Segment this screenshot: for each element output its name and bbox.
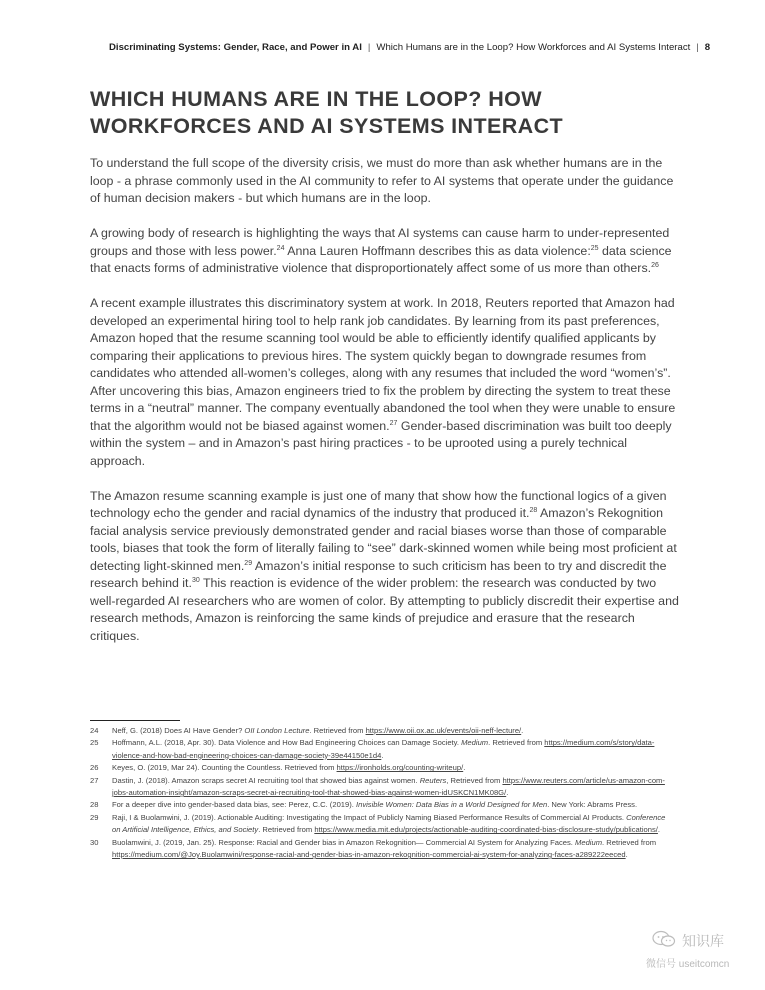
page-number: 8 [704,42,711,53]
footnote-ref[interactable]: 29 [244,559,253,567]
footnote-ref[interactable]: 27 [389,419,398,427]
footnote-link[interactable]: https://www.reuters.com/article/us-amazon-com-jobs-automation-insight/amazon-scraps-secret-ai-recruiting-tool-that-showed-bias-against-women-idUSKCN1MK08G/ [112,775,665,798]
footnote-ref[interactable]: 30 [191,577,200,584]
running-header [109,42,721,53]
header-separator: | [696,42,699,53]
footnote-29: 29 Raji, I & Buolamwini, J. (2019). Actionable Auditing: Investigating the Impact of Publicly Naming Biased Performance Results of Commercial AI Products. Conference on Artificial Intelligence, Ethics, and Society. Retrieved from https://www.media.mit.edu/projects/actionable-auditing-coordinated-bias-disclosure-study/publications/. [90,812,666,835]
header-chapter: Which Humans are in the Loop? How Workforces and AI Systems Interact [376,42,691,53]
watermark-account: 微信号 useitcomcn [646,959,730,970]
footnote-27: 27 Dastin, J. (2018). Amazon scraps secret AI recruiting tool that showed bias against women. Reuters, Retrieved from https://www.reuters.com/article/us-amazon-com-jobs-automation-insight/amazon-scraps-secret-ai-recruiting-tool-that-showed-bias-against-women-idUSKCN1MK08G/. [90,775,665,798]
paragraph: A recent example illustrates this discriminatory system at work. In 2018, Reuters reported that Amazon had developed an experimental hiring tool to help rank job candidates. By learning from its past preferences, Amazon hoped that the resume scanning tool would be able to efficiently identify qualified applicants by comparing their applications to previous hires. The system quickly began to downgrade resumes from candidates who attended all-women’s colleges, along with any resumes that included the word “women’s”. After uncovering this bias, Amazon engineers tried to fix the problem by directing the system to treat these terms in a “neutral” manner. The company eventually abandoned the tool when they were unable to ensure that the algorithm would not be biased against women.$^{27}$ Gender-based discrimination was built too deeply within the system – and in Amazon’s past hiring practices - to be uprooted using a purely technical approach. [90,296,676,468]
header-doc-title: Discriminating Systems: Gender, Race, and Power in AI [109,42,362,53]
footnote-ref[interactable]: 28 [529,507,538,514]
header-separator: | [367,42,371,53]
section-title-line: WHICH HUMANS ARE IN THE LOOP? HOW [90,87,542,111]
footnote-ref[interactable]: 24 [276,244,285,252]
paragraph: A growing body of research is highlighting the ways that AI systems can cause harm to under-represented groups and those with less power.$^{24}$ Anna Lauren Hoffmann describes this as data violence:$^{25}$ data science that enacts forms of administrative violence that disproportionately affect some of us more than others.$^{26}$ [90,226,672,275]
paragraph: The Amazon resume scanning example is just one of many that show how the functional logics of a given technology echo the gender and racial dynamics of the industry that produced it.$^{28}$ Amazon’s Rekognition facial analysis service previously demonstrated gender and racial biases worse than those of comparable tools, biases that took the form of literally failing to “see” dark-skinned women while being most proficient at detecting light-skinned men.$^{29}$ Amazon’s initial response to such criticism has been to try and discredit the research behind it.$^{30}$ This reaction is evidence of the wider problem: the research was conducted by two well-regarded AI researchers who are women of color. By attempting to publicly discredit their expertise and research methods, Amazon is reinforcing the same kinds of prejudice and erasure that the research critiques. [90,488,679,643]
footnote-26: 26 Keyes, O. (2019, Mar 24). Counting the Countless. Retrieved from https://ironholds.org/counting-writeup/. [90,763,466,773]
footnote-30: 30 Buolamwini, J. (2019, Jan. 25). Response: Racial and Gender bias in Amazon Rekognition— Commercial AI System for Analyzing Faces. Medium. Retrieved from https://medium.com/@Joy.Buolamwini/response-racial-and-gender-bias-in-amazon-rekognition-commercial-ai-system-for-analyzing-faces-a289222eeced. [90,837,657,860]
wechat-icon [652,930,676,951]
paragraph: To understand the full scope of the diversity crisis, we must do more than ask whether humans are in the loop - a phrase commonly used in the AI community to refer to AI systems that operate under the guidance of human decision makers - but which humans are in the loop. [90,156,674,205]
body-text [90,155,682,663]
footnotes [90,725,670,861]
footnote-divider [90,720,180,721]
footnote-link[interactable]: https://medium.com/s/story/data-violence-and-how-bad-engineering-choices-can-damage-society-39e44150e1d4 [112,738,655,760]
footnote-25: 25 Hoffmann, A.L. (2018, Apr. 30). Data Violence and How Bad Engineering Choices can Damage Society. Medium. Retrieved from https://medium.com/s/story/data-violence-and-how-bad-engineering-choices-can-damage-society-39e44150e1d4. [90,738,655,760]
section-title [90,86,690,140]
footnote-ref[interactable]: 25 [590,244,599,252]
footnote-28: 28 For a deeper dive into gender-based data bias, see: Perez, C.C. (2019). Invisible Women: Data Bias in a World Designed for Men. New York: Abrams Press. [90,800,638,810]
section-title-line: WORKFORCES AND AI SYSTEMS INTERACT [90,114,564,138]
watermark [646,930,762,970]
footnote-link[interactable]: https://www.oii.ox.ac.uk/events/oii-neff-lecture/ [365,726,522,735]
watermark-name: 知识库 [682,932,724,949]
footnote-link[interactable]: https://medium.com/@Joy.Buolamwini/response-racial-and-gender-bias-in-amazon-rekognition-commercial-ai-system-for-analyzing-faces-a289222eeced [112,850,626,860]
footnote-link[interactable]: https://ironholds.org/counting-writeup/ [336,763,464,773]
footnote-24: 24 Neff, G. (2018) Does AI Have Gender? OII London Lecture. Retrieved from https://www.oii.ox.ac.uk/events/oii-neff-lecture/. [90,726,524,735]
footnote-link[interactable]: https://www.media.mit.edu/projects/actionable-auditing-coordinated-bias-disclosure-study/publications/ [314,825,658,835]
footnote-ref[interactable]: 26 [651,262,659,269]
